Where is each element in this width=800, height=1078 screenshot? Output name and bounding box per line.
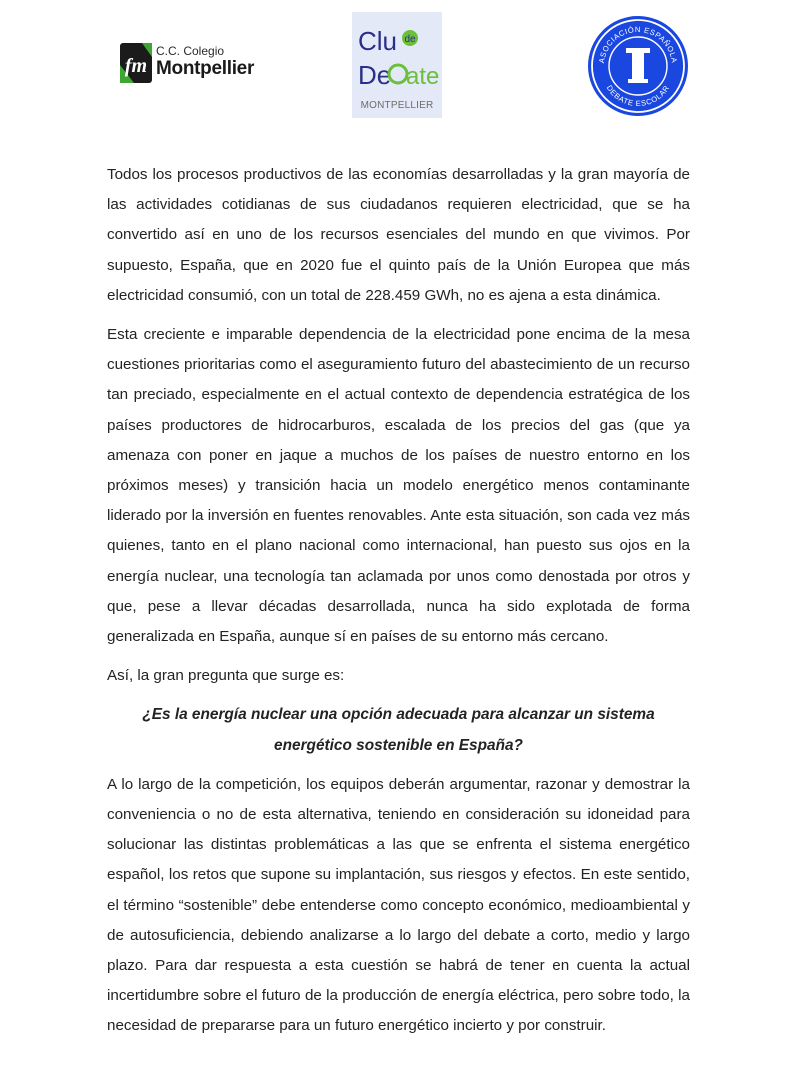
association-logo-seal <box>586 14 690 118</box>
school-logo-mark <box>120 43 152 83</box>
school-logo-line-small: C.C. Colegio <box>156 44 225 58</box>
association-ring-bottom-text: DEBATE ESCOLAR <box>604 83 672 109</box>
paragraph-intro: Todos los procesos productivos de las economías desarrolladas y la gran mayoría de las actividades cotidianas de sus ciudadanos requieren electricidad, que se ha convertido así en uno de los recursos esenciales del mundo en que vivimos. Por supuesto, España, que en 2020 fue el quinto país de la Unión Europea que más electricidad consumió, con un total de 228.459 GWh, no es ajena a esta dinámica. <box>107 166 690 304</box>
association-ring-top-text: ASOCIACIÓN ESPAÑOLA <box>597 24 679 64</box>
club-logo-word-bottom-left: De <box>358 60 392 90</box>
club-logo-word-bottom-right: ate <box>406 63 440 90</box>
club-logo-small-de: de <box>404 34 416 45</box>
club-logo-word-top: Clu <box>358 26 398 56</box>
page-header <box>0 0 800 130</box>
school-logo-mark-text: fm <box>124 55 148 77</box>
school-logo-line-big: Montpellier <box>156 58 255 79</box>
association-logo <box>586 14 690 118</box>
paragraph-question-lead: Así, la gran pregunta que surge es: <box>107 667 345 685</box>
paragraph-context: Esta creciente e imparable dependencia de la electricidad pone encima de la mesa cuestiones prioritarias como el aseguramiento futuro del abastecimiento de un recurso tan preciado, especialmente en el actual contexto de dependencia estratégica de los países productores de hidrocarburos, escalada de los precios del gas (que ya amenaza con poner en jaque a muchos de los países de nuestro entorno en los próximos meses) y transición hacia un modelo energético menos contaminante liderado por la inversión en fuentes renovables. Ante esta situación, son cada vez más quienes, tanto en el plano nacional como internacional, han puesto sus ojos en la energía nuclear, una tecnología tan aclamada por unos como denostada por otros y que, pese a llevar décadas desarrollada, nunca ha sido explotada de forma generalizada en España, aunque sí en países de su entorno más cercano. <box>107 326 690 646</box>
club-logo-caption: MONTPELLIER <box>360 100 434 111</box>
club-debate-logo <box>352 12 442 118</box>
paragraph-closing: A lo largo de la competición, los equipos deberán argumentar, razonar y demostrar la conveniencia o no de esta alternativa, teniendo en consideración su idoneidad para solucionar las distintas problemáticas a las que se enfrenta el sistema energético español, los retos que supone su implantación, sus riesgos y efectos. En este sentido, el término “sostenible” debe entenderse como concepto económico, medioambiental y de autosuficiencia, debiendo analizarse a lo largo del debate a corto, medio y largo plazo. Para dar respuesta a esta cuestión se habrá de tener en cuenta la actual incertidumbre sobre el futuro de la producción de energía eléctrica, pero sobre todo, la necesidad de prepararse para un futuro energético incierto y por construir. <box>107 775 690 1035</box>
document-body <box>107 160 690 1051</box>
debate-question: ¿Es la energía nuclear una opción adecuada para alcanzar un sistema energético sostenible en España? <box>142 706 655 754</box>
school-logo <box>120 40 270 86</box>
